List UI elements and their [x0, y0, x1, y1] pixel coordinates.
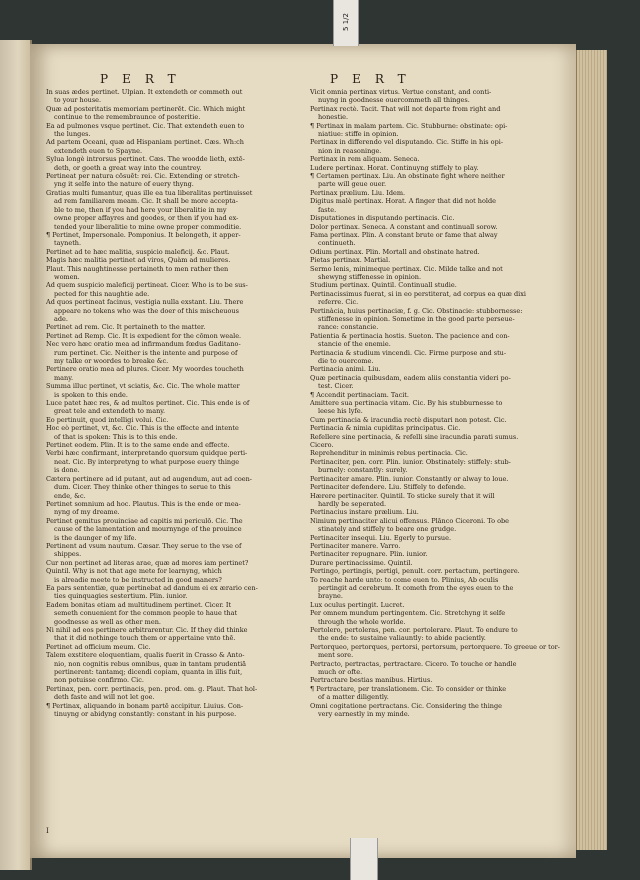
entry-line: Pertinaciter manere. Varro.: [310, 541, 401, 550]
entry-line: continue to the remembraunce of posteritie.: [54, 113, 201, 122]
entry-line: Summa illuc pertinet, vt sciatis, &c. Cic. The whole matter: [46, 382, 240, 391]
entry-line: Quæ ad posteritatis memoriam pertinerēt. Cic. Which might: [46, 104, 246, 113]
entry-line: dum. Cicer. They thinke other thinges to serue to this: [54, 483, 231, 492]
entry-line: Studium pertinax. Quintil. Continuall studie.: [310, 281, 457, 290]
entry-line: tayneth.: [54, 239, 82, 248]
entry-line: Pertinet gemitus prouinciae ad capitis mi periculō. Cic. The: [46, 516, 243, 525]
entry-line: hardly be seperated.: [318, 499, 387, 508]
entry-line: women.: [54, 272, 80, 281]
entry-line: die to ouercome.: [318, 357, 374, 365]
entry-line: nyng of my dreame.: [54, 508, 120, 517]
entry-line: Patientia & pertinacia hostis. Sueton. The pacience and con-: [310, 331, 510, 340]
entry-line: Dolor pertinax. Seneca. A constant and continuall sorow.: [310, 222, 498, 231]
entry-line: Eadem bonitas etiam ad multitudinem pertinet. Cicer. It: [46, 600, 232, 609]
entry-line: pertinerent: tantamq; dicendi copiam, quanta in illis fuit,: [54, 668, 243, 677]
entry-line: Pertinax rectè. Tacit. That will not departe from right and: [310, 104, 501, 113]
entry-line: much or ofte.: [318, 668, 363, 677]
entry-line: Pertinaciter repugnare. Plin. iunior.: [310, 550, 428, 559]
entry-line: non potuisse confirmo. Cic.: [54, 676, 144, 685]
entry-line: to your house.: [54, 96, 102, 105]
entry-line: Pertinax in rem aliquam. Seneca.: [310, 155, 420, 164]
entry-line: burnely: constantly: surely.: [318, 466, 408, 475]
entry-line: Sermo lenis, minimeque pertinax. Cic. Milde talke and not: [310, 264, 503, 273]
measurement-ruler-bottom: [350, 838, 378, 880]
entry-line: Pertinaciter, pen. corr. Plin. iunior. Obstinately: stiffely: stub-: [310, 457, 511, 466]
entry-line: Per omnem mundum pertingentem. Cic. Stretchyng it selfe: [310, 609, 506, 618]
running-header-left: PERT: [100, 72, 190, 86]
entry-line: Pertineat per natura cōsuēt: rei. Cic. Extending or stretch-: [46, 172, 240, 181]
entry-line: Ad partem Oceani, quæ ad Hispaniam pertinet. Cæs. Wh:ch: [46, 138, 244, 147]
entry-line: my talke or woordes to breake &c.: [54, 357, 169, 365]
entry-line: Pertinacia & studium vincendi. Cic. Firme purpose and stu-: [310, 348, 507, 357]
entry-line: Plaut. This naughtinesse pertaineth to men rather then: [46, 264, 229, 273]
entry-line: cause of the lamentation and mournynge of the prouince: [54, 525, 242, 534]
entry-line: Pertinaciter defendere. Liu. Stiffely to defende.: [310, 483, 466, 492]
entry-line: Refellere sine pertinacia, & refelli sine iracundia parati sumus.: [310, 432, 519, 441]
entry-line: ¶ Pertractare, per translationem. Cic. To consider or thinke: [310, 684, 507, 693]
left-column: [46, 88, 302, 718]
entry-line: To reache harde unto: to come euen to. Plinius, Ab oculis: [310, 575, 499, 584]
entry-line: ment sore.: [318, 651, 354, 660]
entry-line: Pertolero, pertoleras, pen. cor. pertolerare. Plaut. To endure to: [310, 626, 518, 634]
entry-line: niatiue: stiffe in opinion.: [318, 130, 399, 139]
entry-line: Talem exstitere eloquentiam, qualis fuerit in Crasso & Anto-: [46, 651, 245, 660]
previous-page-edge: [0, 40, 32, 870]
entry-line: rance: constancie.: [318, 323, 379, 332]
entry-line: Fama pertinax. Plin. A constant brute or fame that alway: [310, 230, 498, 239]
entry-line: Pietas pertinax. Martial.: [310, 256, 391, 265]
entry-line: is spoken to this ende.: [54, 390, 128, 399]
entry-line: ¶ Pertinax, aliquando in bonam partē accipitur. Liuius. Con-: [46, 701, 244, 710]
entry-line: goodnesse as well as other men.: [54, 617, 161, 626]
ruler-label: 5 1/2: [342, 13, 351, 31]
entry-line: Pertinax in differendo vel disputando. Cic. Stiffe in his opi-: [310, 138, 504, 147]
entry-line: test. Cicer.: [318, 382, 354, 391]
right-column: [310, 88, 572, 718]
entry-line: Magis hæc malitia pertinet ad viros, Quàm ad mulieres.: [46, 256, 231, 265]
entry-line: continueth.: [318, 239, 356, 248]
entry-line: great tele and extendeth to many.: [54, 407, 166, 416]
entry-line: faste.: [318, 205, 337, 214]
entry-line: Pertinet somnium ad hoc. Plautus. This is the ende or mea-: [46, 499, 241, 508]
entry-line: is the daunger of my life.: [54, 533, 137, 542]
entry-line: appeare no tokens who was the doer of this mischeuous: [54, 306, 239, 315]
entry-line: Pertinàcia, huius pertinaciæ, f. g. Cic. Obstinacie: stubbornesse:: [310, 306, 523, 315]
entry-line: Cum pertinacia & iracundia rectè disputari non potest. Cic.: [310, 415, 507, 424]
entry-line: ¶ Pertinet, Impersonale. Pomponius. It belongeth, it apper-: [46, 230, 241, 239]
entry-line: is alreadie meete to be instructed in good maners?: [54, 575, 222, 584]
entry-line: leese his lyfe.: [318, 407, 363, 416]
entry-line: Omni cogitatione pertractans. Cic. Considering the thinge: [310, 701, 503, 710]
entry-line: Pertinax prælium. Liu. Idem.: [310, 188, 406, 197]
entry-line: Hoc eò pertinet, vt, &c. Cic. This is the effecte and intente: [46, 424, 239, 433]
entry-line: rum pertinet. Cic. Neither is the intente and purpose of: [54, 348, 238, 357]
entry-line: stinately and stiffely to beare one grudge.: [318, 525, 457, 534]
entry-line: deth faste and will not let goe.: [54, 693, 155, 702]
entry-line: Pertractare bestias manibus. Hirtius.: [310, 676, 433, 685]
entry-line: Pertinacius instare prælium. Liu.: [310, 508, 419, 517]
entry-line: ¶ Certamen pertinax. Liu. An obstinate fight where neither: [310, 172, 505, 181]
entry-line: Ea ad pulmones vsque pertinet. Cic. That extendeth euen to: [46, 121, 245, 130]
entry-line: Digitus malè pertinax. Horat. A finger that did not holde: [310, 197, 496, 206]
entry-line: Vicit omnia pertinax virtus. Vertue constant, and conti-: [310, 88, 492, 96]
entry-line: Ni nihil ad eos pertinere arbitrarentur. Cic. If they did thinke: [46, 626, 248, 634]
entry-line: is done.: [54, 466, 80, 475]
entry-line: Eo pertinuit, quod intelligi volui. Cic.: [46, 415, 169, 424]
entry-line: ble to me, then if you had here your liberalitie in my: [54, 205, 227, 214]
entry-line: Quæ pertinacia quibusdam, eadem aliis constantia videri po-: [310, 373, 511, 382]
measurement-ruler-top: [333, 0, 359, 46]
entry-line: ende, &c.: [54, 491, 86, 500]
entry-line: Pertinet ad te hæc malitia, suspicio maleficij. &c. Plaut.: [46, 247, 230, 256]
entry-line: Pertingo, pertingis, pertigi, penult. corr. pertactum, pertingere.: [310, 567, 520, 576]
entry-line: Ludere pertinax. Horat. Continuyng stiffely to play.: [310, 163, 479, 172]
entry-line: Sylua longè introrsus pertinet. Cæs. The woodde lieth, extē-: [46, 155, 245, 164]
entry-line: Pertinere oratio mea ad plures. Cicer. My woordes toucheth: [46, 365, 244, 374]
entry-line: owne proper affayres and goodes, or then if you had ex-: [54, 214, 239, 223]
dictionary-page: [30, 44, 576, 858]
entry-line: of a matter diligently.: [318, 693, 389, 702]
entry-line: Verbi hæc confirmant, interpretando quorsum quidque perti-: [46, 449, 248, 458]
entry-line: Pertinacia & nimia cupiditas principatus. Cic.: [310, 424, 461, 433]
entry-line: ¶ Pertinax in malam partem. Cic. Stubburne: obstinate: opi-: [310, 121, 508, 130]
entry-line: ad rem familiarem meam. Cic. It shall be more accepta-: [54, 197, 238, 206]
entry-line: Pertinaciter insequi. Liu. Egerly to pursue.: [310, 533, 452, 542]
entry-line: ¶ Accendit pertinaciam. Tacit.: [310, 390, 409, 399]
entry-line: honestie.: [318, 113, 349, 122]
entry-line: pertingit ad cerebrum. It cometh from the eyes euen to the: [318, 583, 514, 592]
entry-line: referre. Cic.: [318, 298, 359, 307]
entry-line: shewyng stiffenesse in opinion.: [318, 272, 422, 281]
entry-line: Hærere pertinaciter. Quintil. To sticke surely that it will: [310, 491, 495, 500]
entry-line: Pertinet ad Remp. Cic. It is expedient for the cōmon weale.: [46, 331, 242, 340]
entry-line: Pertinet eodem. Plin. It is to the same ende and effecte.: [46, 441, 230, 450]
entry-line: Pertorqueo, pertorques, pertorsi, pertorsum, pertorquere. To greeue or tor-: [310, 642, 560, 651]
entry-line: Pertinet ad officium meum. Cic.: [46, 642, 151, 651]
entry-line: Pertinax, pen. corr. pertinacis, pen. prod. om. g. Plaut. That hol-: [46, 684, 258, 693]
entry-line: Cicero.: [310, 441, 334, 450]
entry-line: Pertinacissimus fuerat, si in eo perstiterat, ad corpus ea quæ dixi: [310, 289, 526, 298]
entry-line: semeth conuenient for the common people to haue that: [54, 609, 238, 618]
entry-line: Nec vero hæc oratio mea ad infirmandum fœdus Gaditano-: [46, 340, 241, 349]
entry-line: yng it selfe into the nature of euery thyng.: [54, 180, 194, 189]
entry-line: neat. Cic. By interpretyng to what purpose euery thinge: [54, 457, 240, 466]
entry-line: very earnestly in my minde.: [318, 710, 410, 719]
entry-line: many.: [54, 373, 74, 382]
entry-line: ade.: [54, 314, 68, 323]
entry-line: Disputationes in disputando pertinacis. Cic.: [310, 214, 455, 223]
entry-line: Amittere sua pertinacia vitam. Cic. By his stubburnesse to: [310, 399, 503, 408]
running-header-right: PERT: [330, 72, 420, 86]
entry-line: the ende: to sustaine valiauntly: to abide paciently.: [318, 634, 486, 643]
entry-line: through the whole worlde.: [318, 617, 406, 626]
entry-line: shippes.: [54, 550, 82, 559]
entry-line: Pertinet ad rem. Cic. It pertaineth to the matter.: [46, 323, 206, 332]
entry-line: Ad quem suspicio maleficij pertineat. Cicer. Who is to be sus-: [46, 281, 248, 290]
entry-line: tended your liberalitie to mine owne proper commoditie.: [54, 222, 242, 231]
entry-line: Odium pertinax. Plin. Mortall and obstinate hatred.: [310, 247, 480, 256]
entry-line: extendeth euen to Spayne.: [54, 146, 143, 155]
entry-line: Pertinaciter amare. Plin. iunior. Constantly or alway to loue.: [310, 474, 509, 483]
entry-line: pected for this naughtie ade.: [54, 289, 150, 298]
book-page-edges: [576, 50, 607, 850]
entry-line: brayne.: [318, 592, 343, 601]
entry-line: the lunges.: [54, 130, 91, 139]
entry-line: Nimium pertinaciter alicui offensus. Plānco Ciceroni. To obe: [310, 516, 510, 525]
entry-line: nion in reasoninge.: [318, 146, 382, 155]
entry-line: ties quinquagies sestertium. Plin. iunior.: [54, 592, 188, 601]
entry-line: Gratias multi fumantur, quas ille ea tua liberalitas pertinuisset: [46, 188, 253, 197]
entry-line: Cur non pertinet ad literas arae, quæ ad mores iam pertinet?: [46, 558, 249, 567]
entry-line: Pertracto, pertractas, pertractare. Cicero. To touche or handle: [310, 659, 517, 668]
entry-line: nio, non cognitis rebus omnibus, quæ in tantam prudentiã: [54, 659, 247, 668]
entry-line: stancie of the enemie.: [318, 340, 391, 349]
entry-line: Luce patet hæc res, & ad multos pertinet. Cic. This ende is of: [46, 399, 250, 408]
entry-line: Reprehenditur in minimis rebus pertinacia. Cic.: [310, 449, 468, 458]
entry-line: nuyng in goodnesse ouercommeth all thinges.: [318, 96, 470, 105]
entry-line: of that is spoken: This is to this ende.: [54, 432, 178, 441]
entry-line: stiffenesse in opinion. Sometime in the good parte perseue-: [318, 314, 515, 323]
entry-line: Lux oculus pertingit. Lucret.: [310, 600, 405, 609]
page-mark: I: [46, 827, 49, 835]
entry-line: tinuyng or abidyng constantly: constant in his purpose.: [54, 710, 237, 719]
entry-line: Quintil. Why is not that age mete for learnyng, which: [46, 567, 222, 576]
entry-line: deth, or goeth a great way into the countrey.: [54, 163, 202, 172]
entry-line: Ea pars sententiæ, quæ pertinebat ad dandum ei ex ærario cen-: [46, 583, 258, 592]
entry-line: Ad quos pertineat facinus, vestigia nulla exstant. Liu. There: [46, 298, 244, 307]
entry-line: In suas ædes pertinet. Ulpian. It extendeth or commeth out: [46, 88, 243, 96]
entry-line: that it did nothinge touch them or appertaine vnto thē.: [54, 634, 236, 643]
entry-line: Pertinent ad vsum nautum. Cæsar. They serue to the vse of: [46, 541, 242, 550]
entry-line: parte will geue ouer.: [318, 180, 387, 189]
entry-line: Cætera pertinere ad id putant, aut ad augendum, aut ad coen-: [46, 474, 252, 483]
entry-line: Pertinacia animi. Liu.: [310, 365, 381, 374]
entry-line: Durare pertinacissime. Quintil.: [310, 558, 413, 567]
